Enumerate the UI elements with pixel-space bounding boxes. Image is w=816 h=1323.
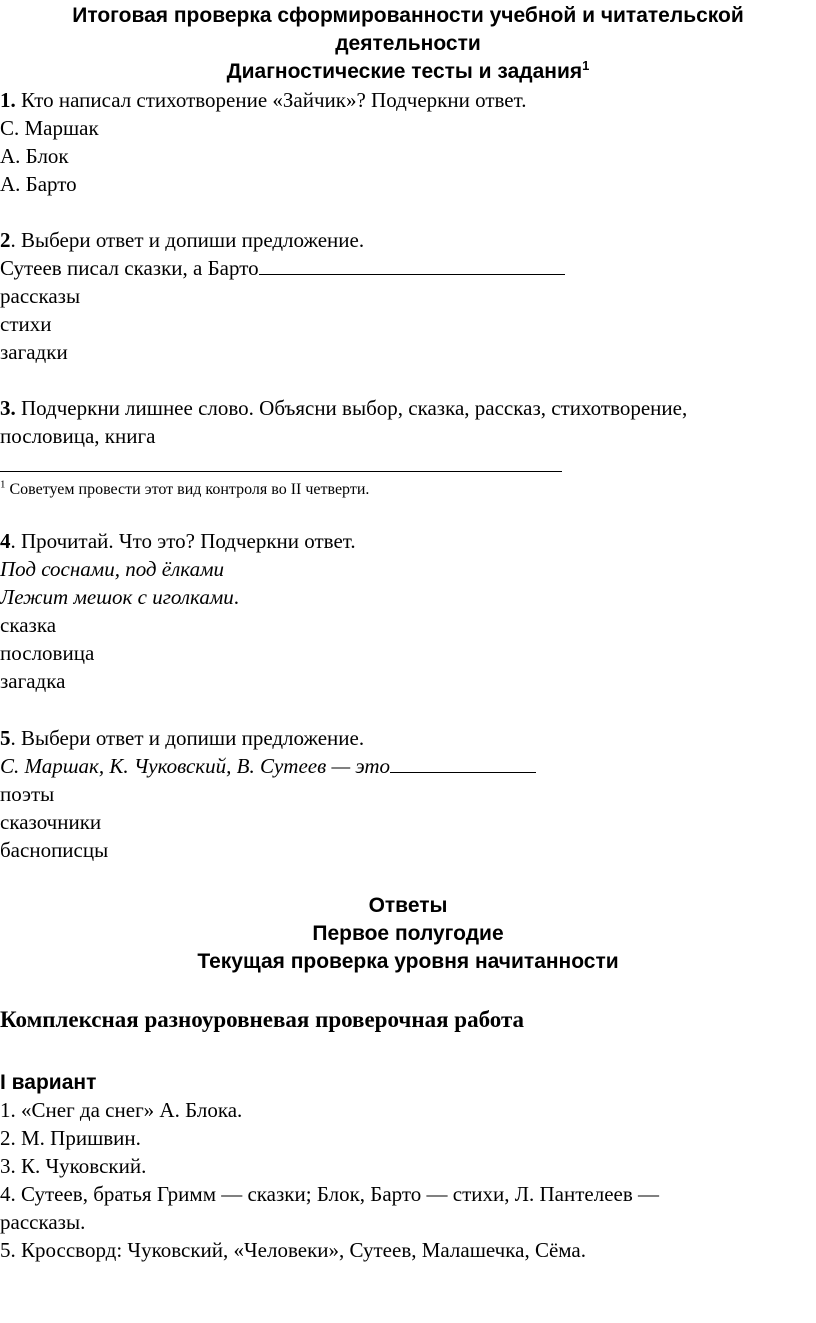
q5-sentence-text: С. Маршак, К. Чуковский, В. Сутеев — это bbox=[0, 754, 391, 778]
question-5 bbox=[0, 724, 364, 752]
footnote-mark: 1 bbox=[0, 478, 6, 491]
q2-option: стихи bbox=[0, 312, 52, 336]
doc-subtitle-text: Диагностические тесты и задания bbox=[226, 60, 583, 83]
question-5-number: 5 bbox=[0, 726, 11, 750]
doc-title-line2: деятельности bbox=[335, 32, 481, 55]
q2-sentence-text: Сутеев писал сказки, а Барто bbox=[0, 256, 259, 280]
answer-blank[interactable] bbox=[390, 752, 536, 773]
question-2-number: 2 bbox=[0, 228, 11, 252]
question-4-text: . Прочитай. Что это? Подчеркни ответ. bbox=[10, 529, 356, 553]
poem-line-1: Под соснами, под ёлками bbox=[0, 557, 224, 581]
footnote-ref: 1 bbox=[582, 58, 590, 73]
question-3-number: 3. bbox=[0, 396, 16, 420]
question-2-sentence bbox=[0, 254, 565, 282]
q5-option: поэты bbox=[0, 782, 55, 806]
answers-title: Ответы bbox=[368, 894, 448, 917]
question-3-text: Подчеркни лишнее слово. Объясни выбор, сказка, рассказ, стихотворение, bbox=[15, 396, 688, 420]
answer-item: 1. «Снег да снег» А. Блока. bbox=[0, 1098, 243, 1122]
variant-heading: I вариант bbox=[0, 1071, 97, 1094]
question-3 bbox=[0, 394, 687, 422]
answer-item: 5. Кроссворд: Чуковский, «Человеки», Сутеев, Малашечка, Сёма. bbox=[0, 1238, 586, 1262]
q2-option: рассказы bbox=[0, 284, 81, 308]
question-1-text: Кто написал стихотворение «Зайчик»? Подчеркни ответ. bbox=[15, 88, 527, 112]
answers-subtitle: Текущая проверка уровня начитанности bbox=[197, 950, 619, 973]
doc-subtitle bbox=[0, 58, 816, 86]
q1-option: А. Блок bbox=[0, 144, 69, 168]
question-4 bbox=[0, 527, 356, 555]
question-2-text: . Выбери ответ и допиши предложение. bbox=[10, 228, 365, 252]
footnote-text: Советуем провести этот вид контроля во II четверти. bbox=[5, 481, 370, 498]
poem-line-2-text: Лежит мешок с иголками bbox=[0, 585, 234, 609]
q1-option: С. Маршак bbox=[0, 116, 99, 140]
answer-item: 4. Сутеев, братья Гримм — сказки; Блок, Барто — стихи, Л. Пантелеев — bbox=[0, 1182, 660, 1206]
doc-title-line1: Итоговая проверка сформированности учебной и читательской bbox=[72, 4, 744, 27]
answer-blank[interactable] bbox=[259, 254, 565, 275]
question-4-number: 4 bbox=[0, 529, 11, 553]
footnote bbox=[0, 480, 369, 500]
question-1 bbox=[0, 86, 526, 114]
q2-option: загадки bbox=[0, 340, 68, 364]
answer-item: 2. М. Пришвин. bbox=[0, 1126, 141, 1150]
question-1-number: 1. bbox=[0, 88, 16, 112]
q4-option: пословица bbox=[0, 641, 95, 665]
question-3-text-cont: пословица, книга bbox=[0, 424, 156, 448]
question-5-text: . Выбери ответ и допиши предложение. bbox=[10, 726, 365, 750]
q4-option: сказка bbox=[0, 613, 57, 637]
q1-option: А. Барто bbox=[0, 172, 77, 196]
work-title: Комплексная разноуровневая проверочная работа bbox=[0, 1007, 525, 1032]
poem-line-2-end: . bbox=[233, 585, 239, 609]
poem-line-2 bbox=[0, 583, 239, 611]
q4-option: загадка bbox=[0, 669, 66, 693]
footnote-separator bbox=[0, 471, 562, 472]
q5-option: сказочники bbox=[0, 810, 102, 834]
q5-option: баснописцы bbox=[0, 838, 109, 862]
answer-item: рассказы. bbox=[0, 1210, 86, 1234]
answer-item: 3. К. Чуковский. bbox=[0, 1154, 147, 1178]
question-5-sentence bbox=[0, 752, 536, 780]
answers-half: Первое полугодие bbox=[312, 922, 504, 945]
question-2 bbox=[0, 226, 364, 254]
